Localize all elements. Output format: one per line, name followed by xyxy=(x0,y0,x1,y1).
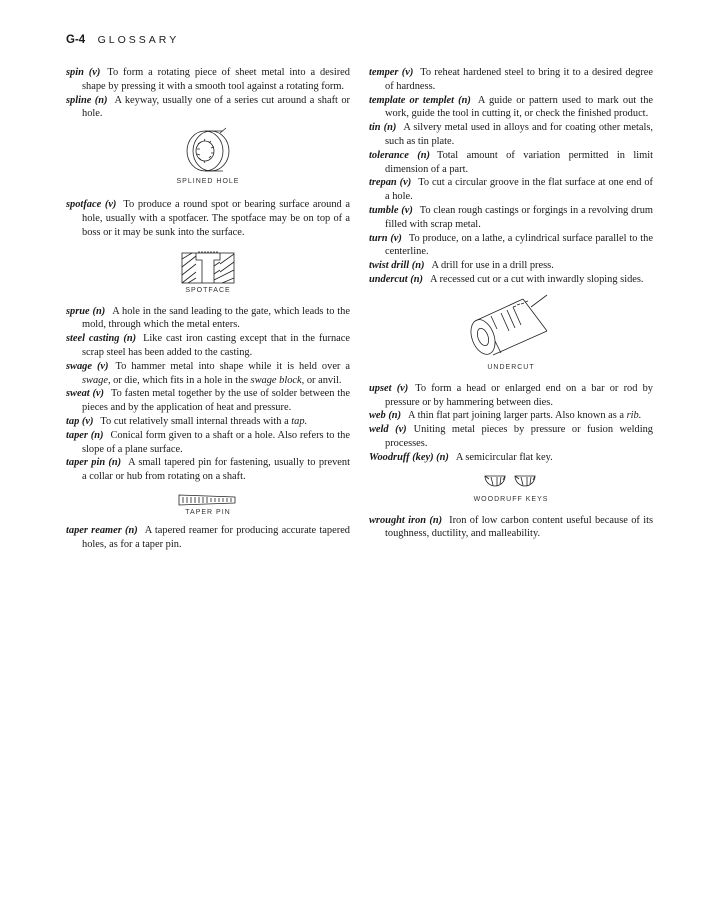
definition-emphasis: swage block, xyxy=(250,374,305,386)
definition-text: To hammer metal into shape while it is held over a xyxy=(115,360,350,372)
definition-text: Total amount of variation permitted in limit dimension of a part. xyxy=(385,149,653,175)
spotface-icon xyxy=(178,250,238,286)
glossary-term: undercut (n) xyxy=(369,273,423,285)
glossary-term: wrought iron (n) xyxy=(369,514,443,526)
glossary-term: spin (v) xyxy=(66,67,101,78)
definition-text: To form a head or enlarged end on a bar or rod by pressure or by hammering between dies. xyxy=(385,382,653,408)
glossary-entry xyxy=(369,273,653,287)
figure-caption: SPOTFACE xyxy=(185,286,231,294)
definition-text: A small tapered pin for fastening, usually to prevent a collar or hub from rotating on a shaft. xyxy=(82,457,350,483)
glossary-term: taper (n) xyxy=(66,429,104,441)
glossary-entry xyxy=(369,94,653,122)
definition-text: To produce a round spot or bearing surface around a hole, usually with a spotfacer. The spotface may be on top of a boss or it may be sunk into the surface. xyxy=(82,199,350,238)
glossary-entry xyxy=(369,204,653,232)
glossary-term: tolerance (n) xyxy=(369,149,430,161)
glossary-entry xyxy=(66,332,350,360)
definition-text: A drill for use in a drill press. xyxy=(431,260,554,272)
entry-group xyxy=(369,514,653,542)
right-column xyxy=(369,66,653,541)
definition-text: A thin flat part joining larger parts. Also known as a xyxy=(408,410,627,422)
glossary-entry xyxy=(66,456,350,484)
entry-group xyxy=(66,198,350,239)
figure-caption: UNDERCUT xyxy=(487,363,535,371)
glossary-term: tin (n) xyxy=(369,122,397,134)
glossary-term: web (n) xyxy=(369,410,402,422)
woodruff-keys-icon xyxy=(481,473,541,495)
glossary-entry xyxy=(369,259,653,273)
glossary-term: turn (v) xyxy=(369,232,402,244)
definition-emphasis: swage, xyxy=(82,374,111,386)
definition-text: A recessed cut or a cut with inwardly sloping sides. xyxy=(429,273,644,285)
entry-group xyxy=(369,66,653,287)
glossary-entry xyxy=(369,451,653,465)
definition-text: Uniting metal pieces by pressure or fusion welding processes. xyxy=(385,424,653,449)
definition-text: To cut a circular groove in the flat surface at one end of a hole. xyxy=(385,177,654,203)
undercut-icon xyxy=(461,293,561,363)
glossary-entry xyxy=(66,415,350,429)
definition-text: To reheat hardened steel to bring it to a desired degree of hardness. xyxy=(385,67,654,92)
glossary-term: spotface (v) xyxy=(66,199,117,211)
glossary-entry xyxy=(66,360,350,388)
glossary-term: tap (v) xyxy=(66,415,94,427)
glossary-term: temper (v) xyxy=(369,67,414,78)
glossary-term: sprue (n) xyxy=(66,305,106,317)
glossary-term: trepan (v) xyxy=(369,177,412,189)
entry-group xyxy=(66,524,350,552)
glossary-entry xyxy=(369,121,653,149)
glossary-entry xyxy=(66,66,350,94)
figure-caption: WOODRUFF KEYS xyxy=(473,495,549,503)
glossary-entry xyxy=(66,198,350,239)
definition-text: To fasten metal together by the use of solder between the pieces and by the application of heat and pressure. xyxy=(82,388,350,414)
glossary-entry xyxy=(66,524,350,552)
glossary-term: tumble (v) xyxy=(369,204,413,216)
spotface-figure xyxy=(66,250,350,295)
glossary-term: sweat (v) xyxy=(66,388,104,400)
definition-text: To cut relatively small internal threads with a xyxy=(100,415,292,427)
glossary-entry xyxy=(369,176,653,204)
definition-text: To produce, on a lathe, a cylindrical surface parallel to the centerline. xyxy=(385,232,653,258)
figure-caption: TAPER PIN xyxy=(185,508,231,516)
glossary-term: template or templet (n) xyxy=(369,94,471,106)
entry-group xyxy=(66,305,350,484)
page-title: GLOSSARY xyxy=(97,34,180,46)
glossary-entry xyxy=(66,429,350,457)
glossary-entry xyxy=(66,94,350,122)
glossary-entry xyxy=(369,423,653,451)
definition-text: Like cast iron casting except that in the furnace scrap steel has been added to the casting. xyxy=(82,333,350,358)
glossary-entry xyxy=(369,409,653,423)
definition-text: or anvil. xyxy=(304,374,342,386)
definition-text: A semicircular flat key. xyxy=(455,451,553,463)
glossary-term: twist drill (n) xyxy=(369,260,425,272)
glossary-term: spline (n) xyxy=(66,94,108,106)
page-number: G-4 xyxy=(66,34,86,46)
glossary-entry xyxy=(369,382,653,410)
figure-caption: SPLINED HOLE xyxy=(176,178,240,186)
glossary-entry xyxy=(369,232,653,260)
glossary-term: upset (v) xyxy=(369,382,409,394)
definition-text: A keyway, usually one of a series cut around a shaft or hole. xyxy=(82,94,350,120)
definition-text: To clean rough castings or forgings in a revolving drum filled with scrap metal. xyxy=(385,204,653,230)
definition-text: A silvery metal used in alloys and for coating other metals, such as tin plate. xyxy=(385,122,653,147)
undercut-figure xyxy=(369,293,653,372)
glossary-term: steel casting (n) xyxy=(66,333,137,345)
glossary-entry xyxy=(369,149,653,177)
definition-text: A guide or pattern used to mark out the work, guide the tool in cutting it, or check the finished product. xyxy=(385,94,654,120)
glossary-term: taper pin (n) xyxy=(66,457,122,469)
splined-hole-icon xyxy=(178,127,238,177)
taper-pin-figure xyxy=(66,492,350,517)
glossary-term: Woodruff (key) (n) xyxy=(369,451,449,463)
definition-text: or die, which fits in a hole in the xyxy=(110,374,251,386)
glossary-entry xyxy=(369,66,653,94)
definition-text: To form a rotating piece of sheet metal into a desired shape by pressing it with a smooth tool against a rotating form. xyxy=(82,67,350,92)
glossary-term: swage (v) xyxy=(66,360,109,372)
glossary-term: taper reamer (n) xyxy=(66,524,138,536)
glossary-term: weld (v) xyxy=(369,424,407,436)
definition-text: A hole in the sand leading to the gate, which leads to the mold, through which the metal enters. xyxy=(82,305,350,331)
splined-hole-figure xyxy=(66,127,350,186)
left-column xyxy=(66,66,350,552)
definition-emphasis: tap. xyxy=(291,415,308,427)
woodruff-keys-figure xyxy=(369,473,653,504)
glossary-entry xyxy=(66,387,350,415)
definition-text: Iron of low carbon content useful because of its toughness, ductility, and malleability. xyxy=(385,514,654,540)
definition-text: A tapered reamer for producing accurate tapered holes, as for a taper pin. xyxy=(82,524,350,550)
entry-group xyxy=(66,66,350,121)
glossary-entry xyxy=(369,514,653,542)
glossary-entry xyxy=(66,305,350,333)
definition-text: Conical form given to a shaft or a hole. Also refers to the slope of a plane surface. xyxy=(82,429,350,455)
definition-emphasis: rib. xyxy=(626,410,642,422)
taper-pin-icon xyxy=(177,492,239,508)
entry-group xyxy=(369,382,653,465)
page-header xyxy=(66,30,179,48)
